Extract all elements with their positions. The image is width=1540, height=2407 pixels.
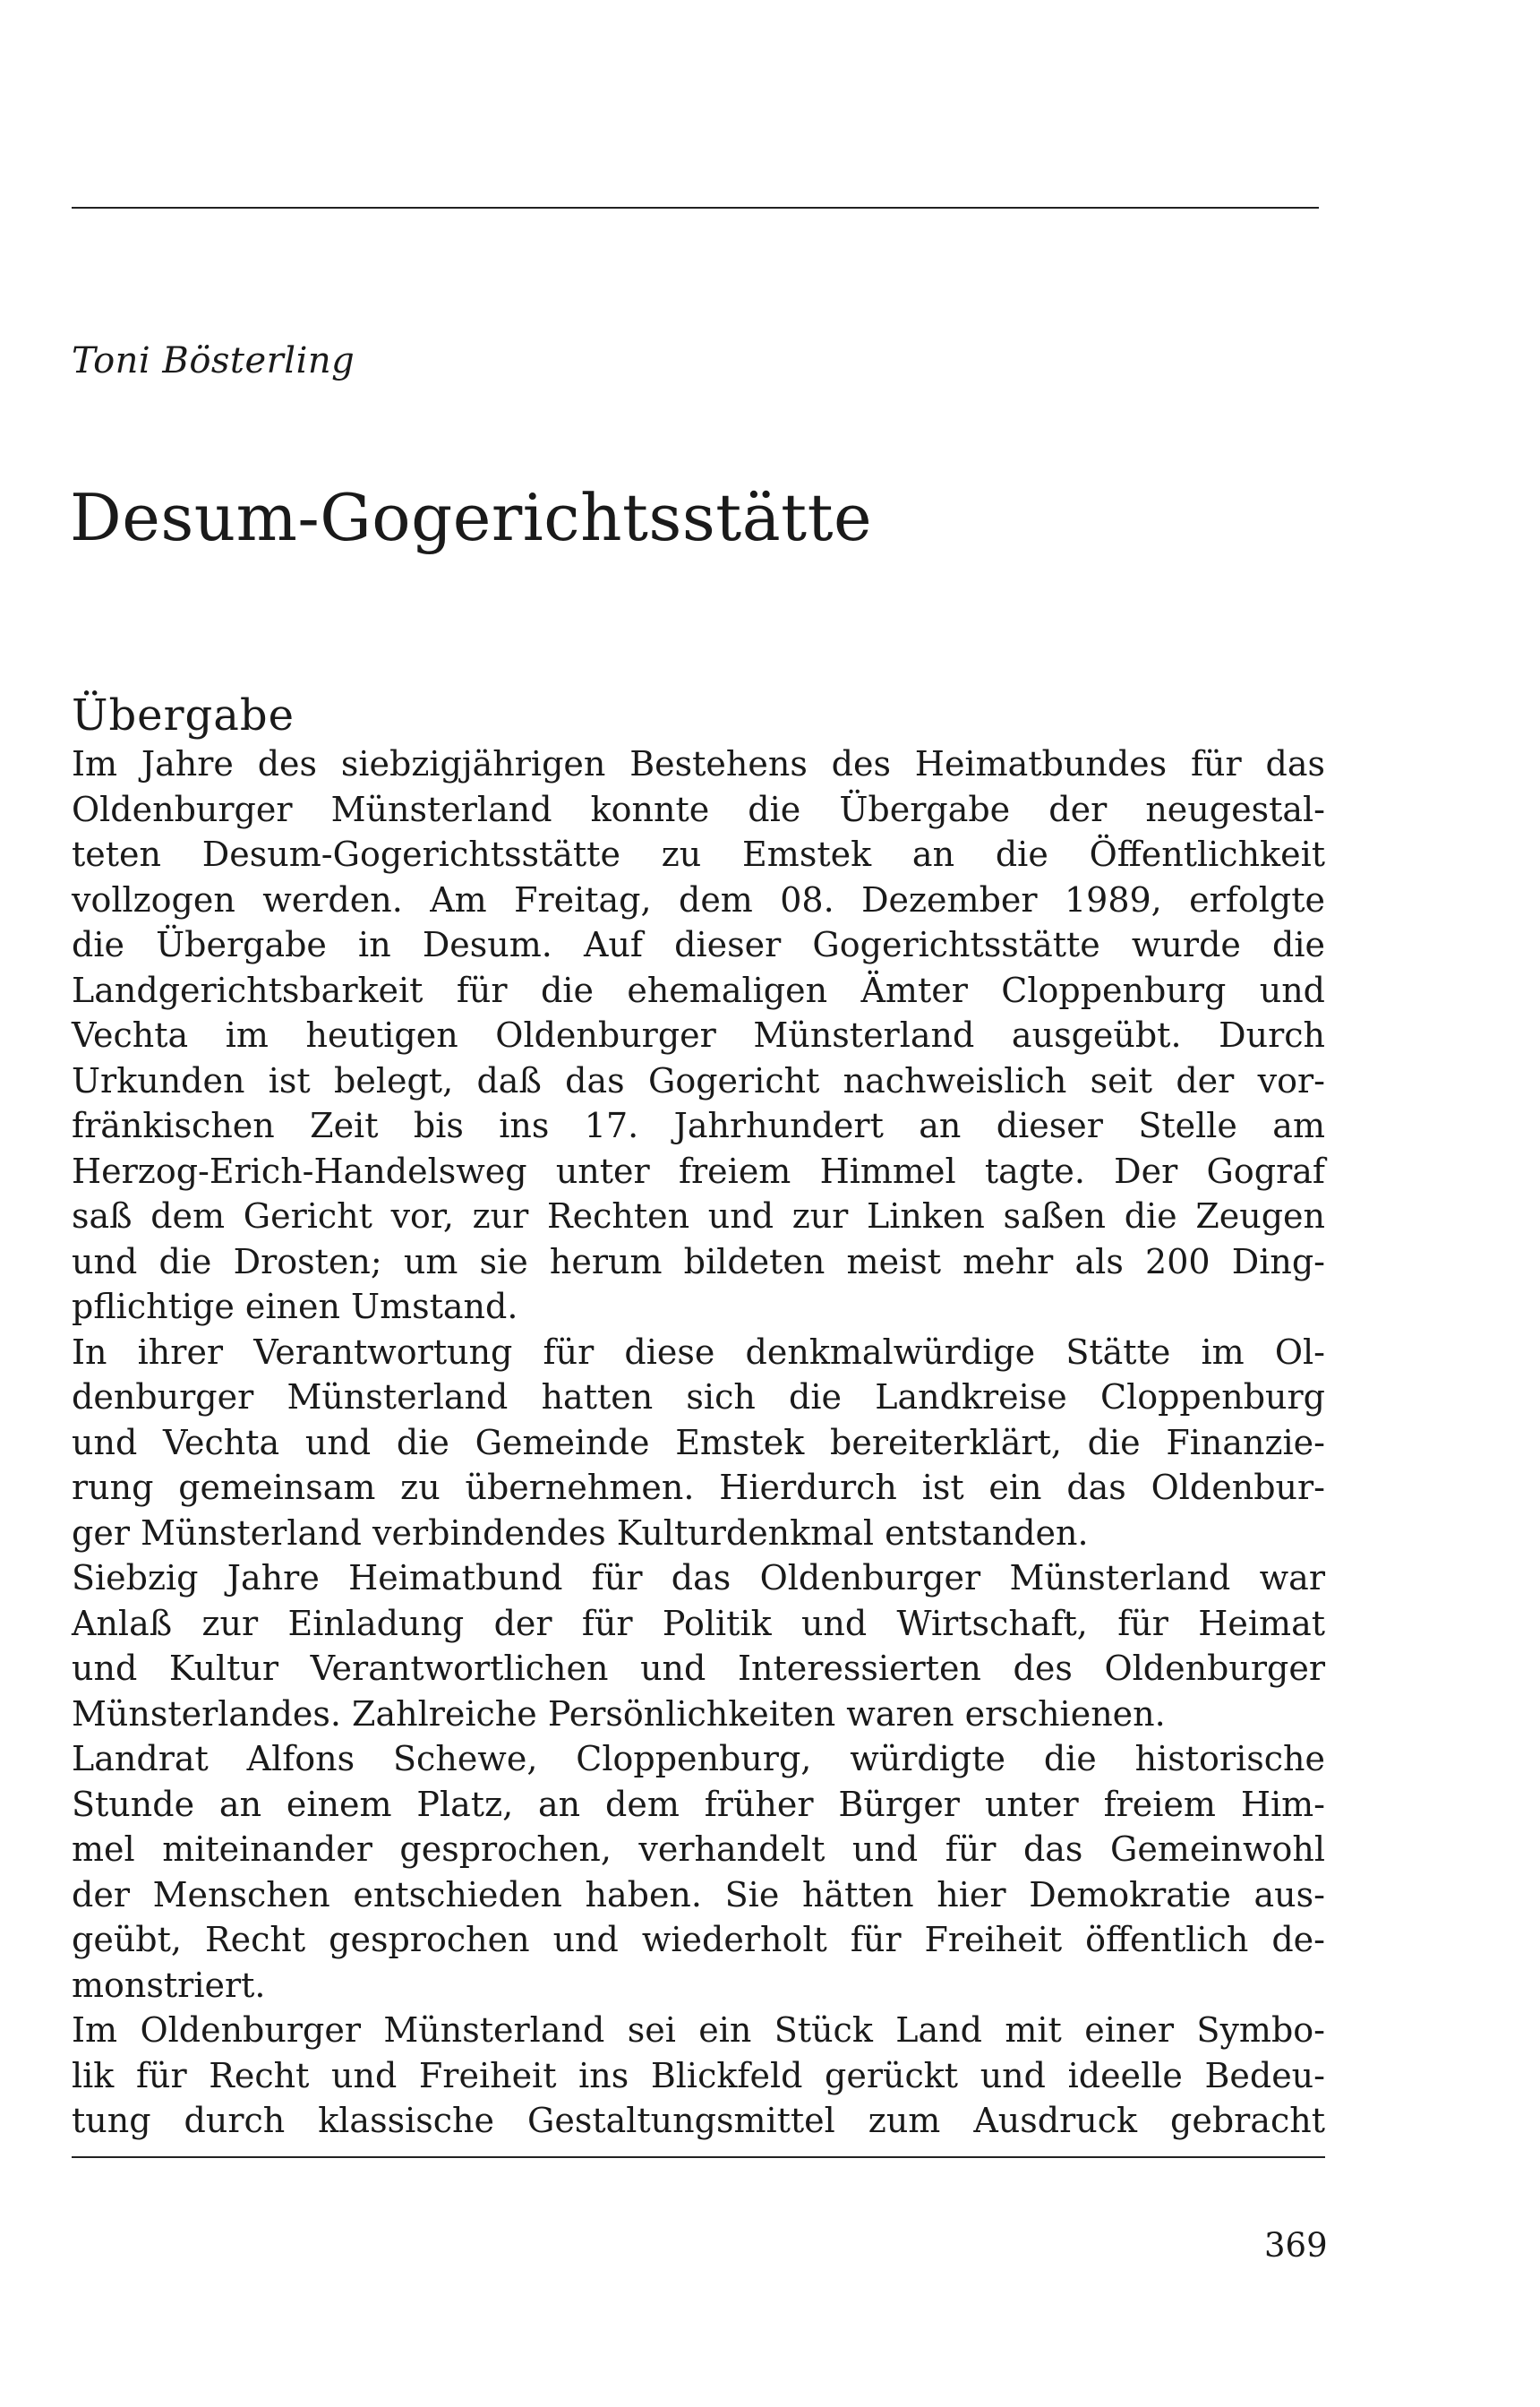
text-line: lik für Recht und Freiheit ins Blickfeld gerückt und ideelle Bedeu-	[72, 2055, 1325, 2095]
text-line: Urkunden ist belegt, daß das Gogericht nachweislich seit der vor-	[72, 1060, 1325, 1101]
text-line: Landrat Alfons Schewe, Cloppenburg, würdigte die historische	[72, 1739, 1325, 1778]
text-line: teten Desum-Gogerichtsstätte zu Emstek an die Öffentlichkeit	[72, 835, 1325, 874]
text-line: der Menschen entschieden haben. Sie hätten hier Demokratie aus-	[72, 1874, 1325, 1914]
text-line: rung gemeinsam zu übernehmen. Hierdurch ist ein das Oldenbur-	[72, 1468, 1325, 1507]
text-line: Münsterlandes. Zahlreiche Persönlichkeiten waren erschienen.	[72, 1693, 1166, 1734]
text-line: vollzogen werden. Am Freitag, dem 08. Dezember 1989, erfolgte	[72, 879, 1325, 920]
text-line: ger Münsterland verbindendes Kulturdenkmal entstanden.	[72, 1512, 1089, 1553]
author-name: Toni Bösterling	[72, 340, 355, 381]
text-line: saß dem Gericht vor, zur Rechten und zur Linken saßen die Zeugen	[72, 1196, 1325, 1236]
section-heading: Übergabe	[72, 690, 295, 741]
text-line: die Übergabe in Desum. Auf dieser Gogerichtsstätte wurde die	[72, 925, 1325, 964]
text-line: Stunde an einem Platz, an dem früher Bürger unter freiem Him-	[72, 1784, 1325, 1824]
text-line: und die Drosten; um sie herum bildeten meist mehr als 200 Ding-	[72, 1241, 1325, 1281]
text-line: und Kultur Verantwortlichen und Interessierten des Oldenburger	[72, 1649, 1325, 1688]
text-line: mel miteinander gesprochen, verhandelt und für das Gemeinwohl	[72, 1829, 1325, 1869]
text-line: denburger Münsterland hatten sich die Landkreise Cloppenburg	[72, 1377, 1325, 1417]
text-line: Herzog-Erich-Handelsweg unter freiem Himmel tagte. Der Gograf	[72, 1151, 1325, 1191]
body-text	[72, 741, 1325, 2144]
text-line: Anlaß zur Einladung der für Politik und Wirtschaft, für Heimat	[72, 1603, 1325, 1643]
text-line: tung durch klassische Gestaltungsmittel zum Ausdruck gebracht	[72, 2101, 1325, 2140]
text-line: In ihrer Verantwortung für diese denkmalwürdige Stätte im Ol-	[72, 1332, 1325, 1372]
text-line: fränkischen Zeit bis ins 17. Jahrhundert an dieser Stelle am	[72, 1106, 1325, 1145]
text-line: Oldenburger Münsterland konnte die Übergabe der neugestal-	[72, 789, 1325, 829]
article-title: Desum-Gogerichtsstätte	[70, 480, 873, 555]
text-line: Siebzig Jahre Heimatbund für das Oldenburger Münsterland war	[72, 1558, 1325, 1598]
text-line: pflichtige einen Umstand.	[72, 1287, 518, 1326]
text-line: Im Oldenburger Münsterland sei ein Stück Land mit einer Symbo-	[72, 2010, 1325, 2050]
text-line: Vechta im heutigen Oldenburger Münsterland ausgeübt. Durch	[72, 1015, 1325, 1055]
bottom-rule	[72, 2156, 1325, 2158]
text-line: und Vechta und die Gemeinde Emstek bereiterklärt, die Finanzie-	[72, 1422, 1325, 1462]
page-number: 369	[1264, 2226, 1328, 2265]
text-line: Landgerichtsbarkeit für die ehemaligen Ämter Cloppenburg und	[72, 970, 1325, 1010]
text-line: monstriert.	[72, 1965, 266, 2005]
top-rule	[72, 207, 1319, 209]
text-line: geübt, Recht gesprochen und wiederholt für Freiheit öffentlich de-	[72, 1920, 1325, 1959]
text-line: Im Jahre des siebzigjährigen Bestehens des Heimatbundes für das	[72, 744, 1325, 784]
